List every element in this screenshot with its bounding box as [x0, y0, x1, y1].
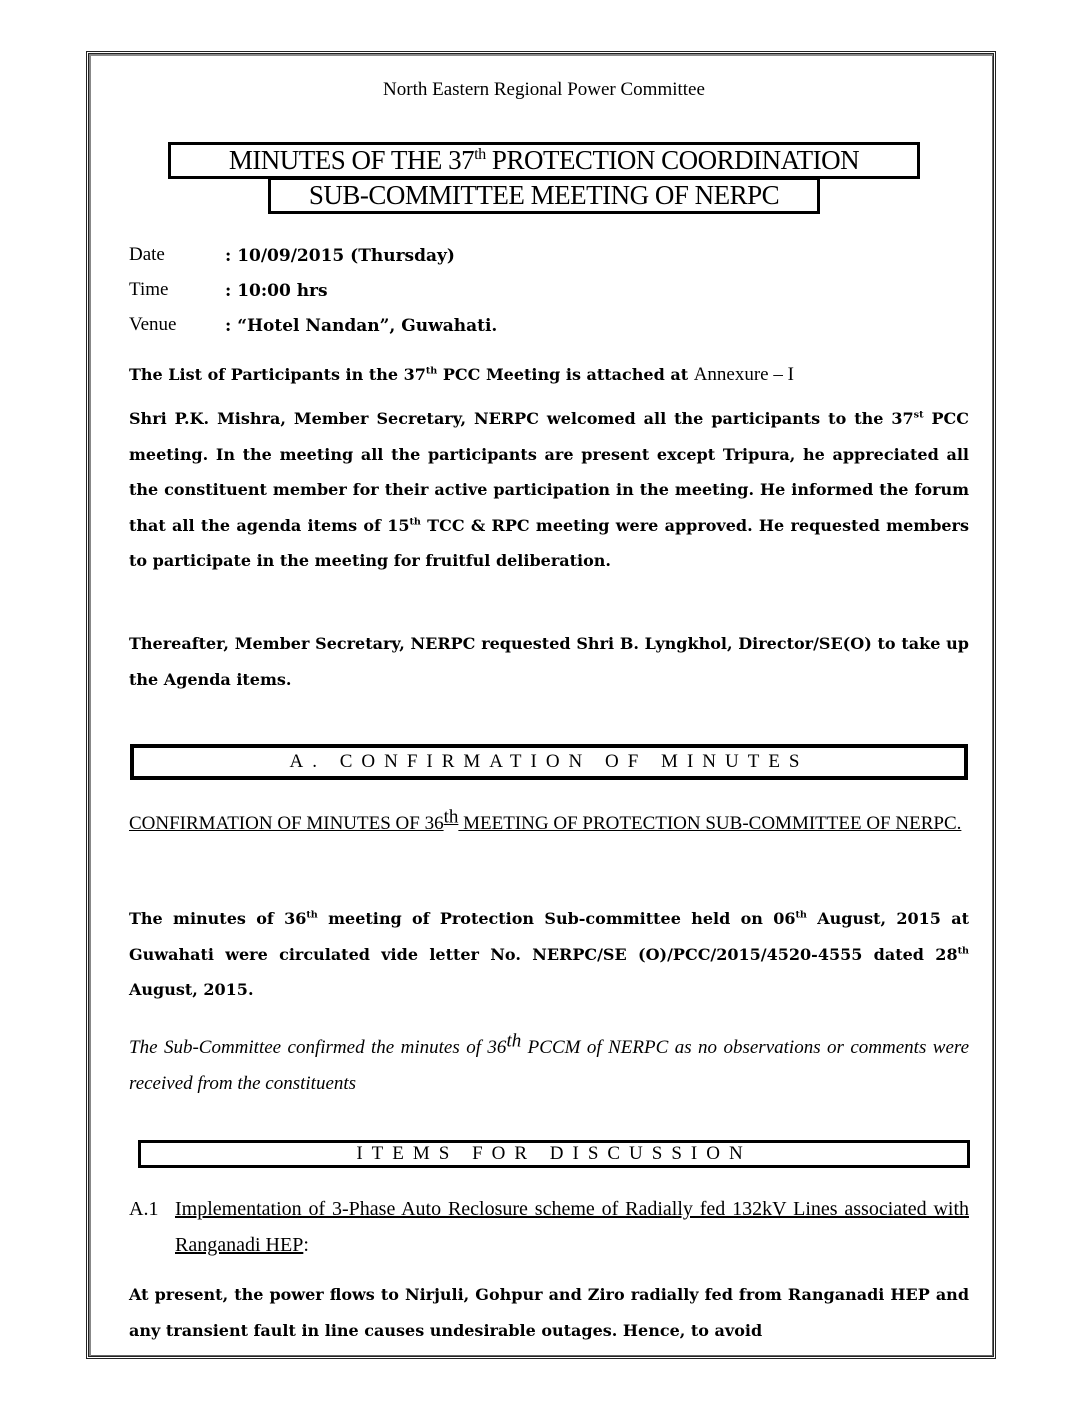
confirm-text: PCCM of NERPC as no observations or comments were received from the constituents: [129, 1037, 970, 1094]
welcome-paragraph: [129, 401, 969, 579]
thereafter-paragraph: Thereafter, Member Secretary, NERPC requested Shri B. Lyngkhol, Director/SE(O) to take up the Agenda items.: [129, 634, 969, 689]
superscript: th: [506, 1030, 522, 1052]
date-label: Date: [129, 244, 165, 265]
venue-label: Venue: [129, 314, 177, 335]
superscript: th: [957, 945, 969, 957]
subheading-text: CONFIRMATION OF MINUTES OF 36: [129, 813, 444, 834]
confirmation-subheading: [129, 806, 969, 842]
title-superscript: th: [474, 145, 486, 163]
item-paragraph: At present, the power flows to Nirjuli, Gohpur and Ziro radially fed from Ranganadi HEP and any transient fault in line causes undesirable outages. Hence, to avoid: [129, 1285, 969, 1340]
participants-text: PCC Meeting is attached at: [437, 365, 694, 384]
superscript: th: [425, 365, 438, 377]
item-title-colon: :: [303, 1233, 309, 1256]
para-text: The minutes of 36: [129, 909, 307, 928]
participants-note: [129, 357, 969, 393]
participants-text: The List of Participants in the 37: [129, 365, 426, 384]
superscript: th: [306, 909, 318, 921]
item-title-text: Implementation of 3-Phase Auto Reclosure scheme of Radially fed 132kV Lines associated with Ranganadi HEP: [175, 1198, 969, 1256]
superscript: th: [409, 516, 421, 528]
time-label: Time: [129, 279, 169, 300]
venue-value: : “Hotel Nandan”, Guwahati.: [225, 316, 498, 336]
superscript: st: [913, 409, 924, 421]
annexure-reference: Annexure – I: [693, 364, 794, 385]
para-text: meeting of Protection Sub-committee held on 06: [317, 909, 796, 928]
document-title-line1: [168, 142, 920, 179]
item-title: [175, 1192, 969, 1263]
superscript: th: [443, 806, 459, 828]
time-value: : 10:00 hrs: [225, 281, 328, 301]
subheading-text: MEETING OF PROTECTION SUB-COMMITTEE OF NERPC.: [458, 813, 962, 834]
confirmation-statement: [129, 1030, 969, 1101]
document-title-line2: SUB-COMMITTEE MEETING OF NERPC: [268, 177, 820, 214]
title-text: MINUTES OF THE 37: [228, 145, 475, 175]
para-text: August, 2015.: [129, 980, 254, 999]
superscript: th: [795, 909, 807, 921]
para-text: August, 2015 at Guwahati were circulated vide letter No. NERPC/SE (O)/PCC/2015/4520-4555 dated 28: [129, 909, 969, 964]
section-heading-items: ITEMS FOR DISCUSSION: [138, 1140, 970, 1168]
item-number: A.1: [129, 1198, 159, 1220]
date-value: : 10/09/2015 (Thursday): [225, 246, 455, 266]
organization-name: North Eastern Regional Power Committee: [383, 79, 705, 100]
title-text: PROTECTION COORDINATION: [485, 145, 860, 175]
welcome-text: Shri P.K. Mishra, Member Secretary, NERPC welcomed all the participants to the 37: [129, 409, 914, 428]
welcome-text: PCC meeting. In the meeting all the participants are present except Tripura, he appreciated all the constituent member for their active participation in the meeting. He informed the forum that all the agenda items of 15: [129, 409, 969, 535]
minutes-circulation-paragraph: [129, 901, 969, 1008]
section-heading-confirmation: A. CONFIRMATION OF MINUTES: [130, 744, 968, 780]
welcome-text: TCC & RPC meeting were approved. He requested members to participate in the meeting for fruitful deliberation.: [129, 515, 969, 570]
confirm-text: The Sub-Committee confirmed the minutes of 36: [129, 1037, 507, 1058]
